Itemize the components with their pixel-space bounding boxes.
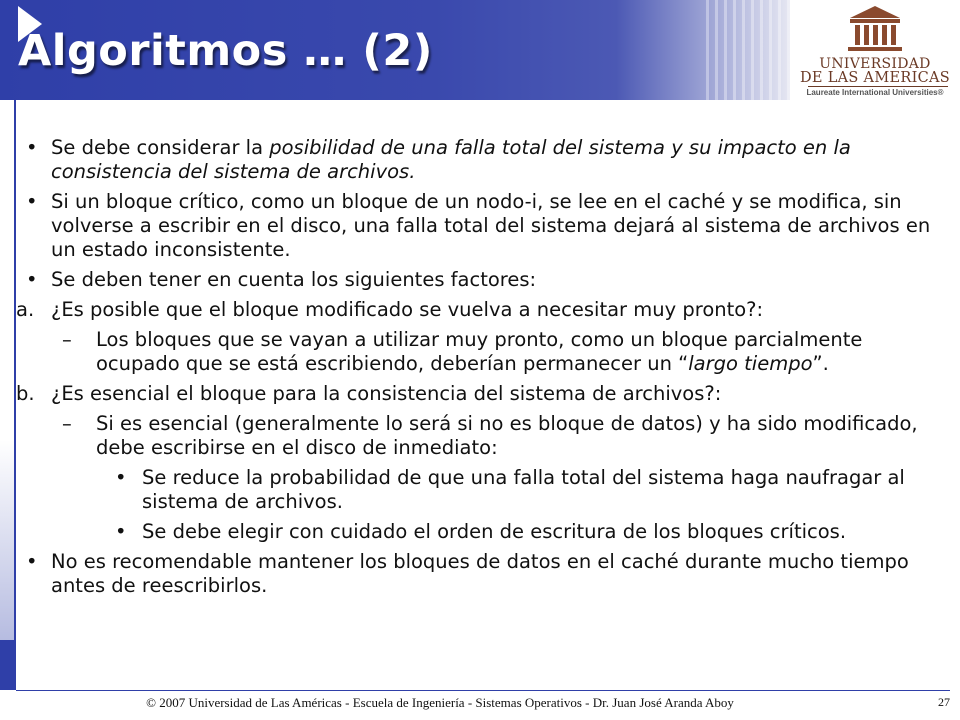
- sub-text: Los bloques que se vayan a utilizar muy pronto, como un bloque parcialmente ocupado que se está escribiendo, deberían permanecer un “: [96, 328, 863, 375]
- sub-text: Si es esencial (generalmente lo será si no es bloque de datos) y ha sido modificado, debe escribirse en el disco de inmediato:: [96, 412, 918, 459]
- bullet-item: [16, 190, 946, 262]
- university-logo: [800, 4, 950, 96]
- lettered-text: ¿Es esencial el bloque para la consistencia del sistema de archivos?:: [51, 382, 722, 405]
- banner-stripes: [700, 0, 790, 100]
- sub-item: [16, 412, 946, 460]
- dash-marker: –: [62, 412, 72, 435]
- bullet-item: [16, 268, 946, 292]
- bullet-marker: •: [26, 136, 38, 159]
- bullet-marker: •: [26, 550, 38, 573]
- footer-copyright: © 2007 Universidad de Las Américas - Escuela de Ingeniería - Sistemas Operativos - Dr. Juan José Aranda Aboy: [146, 695, 734, 710]
- sub-item: [16, 328, 946, 376]
- logo-name-line2: DE LAS AMERICAS: [800, 70, 951, 86]
- slide-title: Algoritmos … (2): [18, 26, 433, 76]
- bullet-item: [16, 550, 946, 598]
- logo-divider: [808, 86, 948, 87]
- bullet-text: No es recomendable mantener los bloques de datos en el caché durante mucho tiempo antes de reescribirlos.: [51, 550, 909, 597]
- left-border-bar: [0, 640, 16, 690]
- dash-marker: –: [62, 328, 72, 351]
- building-icon: [846, 4, 904, 54]
- logo-tagline: Laureate International Universities®: [806, 88, 944, 97]
- lettered-item: [16, 298, 946, 322]
- sub-sub-item: [16, 520, 946, 544]
- sub-text-end: ”.: [812, 352, 829, 375]
- lettered-text: ¿Es posible que el bloque modificado se vuelva a necesitar muy pronto?:: [51, 298, 764, 321]
- footer-divider: [16, 690, 950, 691]
- bullet-text: Si un bloque crítico, como un bloque de un nodo-i, se lee en el caché y se modifica, sin volverse a escribir en el disco, una falla total del sistema dejará al sistema de archivos en un estado inconsistente.: [51, 190, 931, 261]
- sub-sub-text: Se debe elegir con cuidado el orden de escritura de los bloques críticos.: [142, 520, 847, 543]
- lettered-item: [16, 382, 946, 406]
- bullet-marker: •: [115, 466, 127, 489]
- slide-body: [16, 136, 946, 604]
- bullet-item: [16, 136, 946, 184]
- left-decoration: [0, 440, 14, 640]
- letter-marker: b.: [16, 382, 35, 405]
- sub-sub-text: Se reduce la probabilidad de que una falla total del sistema haga naufragar al sistema de archivos.: [142, 466, 905, 513]
- bullet-marker: •: [26, 190, 38, 213]
- bullet-marker: •: [26, 268, 38, 291]
- page-number: 27: [938, 695, 950, 709]
- bullet-marker: •: [115, 520, 127, 543]
- logo-name-line1: UNIVERSIDAD: [819, 56, 931, 72]
- title-banner: [0, 0, 790, 100]
- letter-marker: a.: [16, 298, 35, 321]
- bullet-text: Se debe considerar la: [51, 136, 270, 159]
- sub-sub-item: [16, 466, 946, 514]
- sub-text-emphasis: largo tiempo: [688, 352, 813, 375]
- bullet-text: Se deben tener en cuenta los siguientes factores:: [51, 268, 537, 291]
- bullet-text-emphasis: posibilidad de una falla total del sistema y su impacto en la consistencia del sistema de archivos.: [51, 136, 851, 183]
